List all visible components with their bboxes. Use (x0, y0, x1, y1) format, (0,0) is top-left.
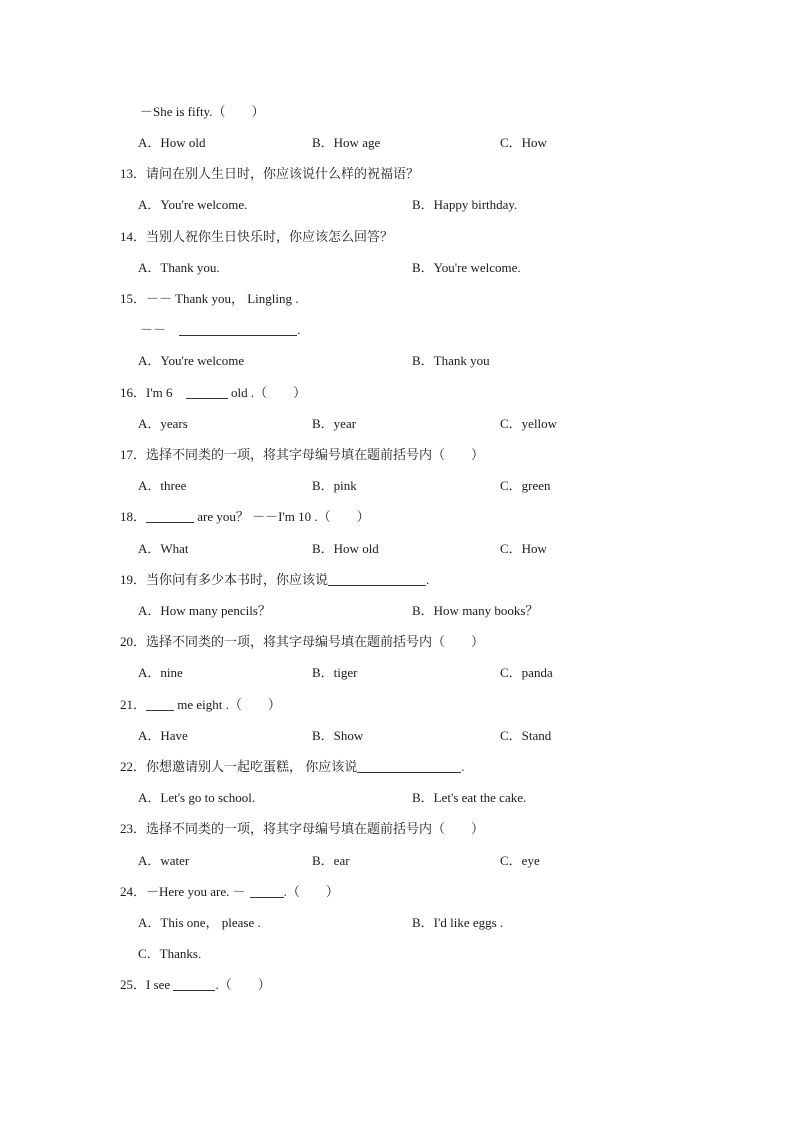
q25-answer-blank[interactable] (173, 976, 215, 991)
q24-option-c[interactable]: C．Thanks. (138, 946, 202, 961)
q20-options (0, 663, 794, 683)
q20-option-b[interactable]: B．tiger (312, 665, 358, 680)
q22-option-b[interactable]: B．Let's eat the cake. (412, 790, 527, 805)
q23-option-c[interactable]: C．eye (500, 853, 540, 868)
q16-suffix: old .（ ） (231, 385, 307, 400)
q12-option-c[interactable]: C．How (500, 135, 547, 150)
q18-option-b[interactable]: B．How old (312, 541, 379, 556)
q22-option-a[interactable]: A．Let's go to school. (138, 790, 256, 805)
q24-option-a[interactable]: A．This one， please . (138, 915, 261, 930)
q21-prefix: 21． (120, 697, 147, 712)
q25-prefix: 25．I see (120, 977, 171, 992)
q14-options (0, 258, 794, 278)
q14-option-b[interactable]: B．You're welcome. (412, 260, 521, 275)
q18-options (0, 539, 794, 559)
q20-option-c[interactable]: C．panda (500, 665, 553, 680)
q21-options (0, 726, 794, 746)
q15-option-b[interactable]: B．Thank you (412, 353, 490, 368)
q15-sub-suffix: . (297, 322, 301, 337)
q20-stem: 20．选择不同类的一项，将其字母编号填在题前括号内（ ） (120, 634, 485, 649)
q19-stem (120, 570, 429, 590)
q25-suffix: .（ ） (215, 977, 271, 992)
q16-option-b[interactable]: B．year (312, 416, 357, 431)
q17-option-c[interactable]: C．green (500, 478, 551, 493)
q12-option-b[interactable]: B．How age (312, 135, 381, 150)
q18-stem (120, 507, 370, 527)
q15-option-a[interactable]: A．You're welcome (138, 353, 245, 368)
q23-options (0, 851, 794, 871)
q19-option-a[interactable]: A．How many pencils？ (138, 603, 271, 618)
q13-stem: 13．请问在别人生日时，你应该说什么样的祝福语？ (120, 166, 420, 181)
q25-stem (120, 975, 271, 995)
q21-answer-blank[interactable] (146, 696, 174, 711)
q21-option-c[interactable]: C．Stand (500, 728, 552, 743)
q15-sub-prefix: －－ (140, 322, 167, 337)
q12-option-a[interactable]: A．How old (138, 135, 206, 150)
q17-option-a[interactable]: A．three (138, 478, 187, 493)
q13-option-b[interactable]: B．Happy birthday. (412, 197, 518, 212)
q17-options (0, 476, 794, 496)
q13-option-a[interactable]: A．You're welcome. (138, 197, 248, 212)
q12-stem: －She is fifty.（ ） (140, 104, 265, 119)
q18-suffix: are you？ －－I'm 10 .（ ） (197, 509, 370, 524)
q15-stem: 15．－－ Thank you， Lingling . (120, 291, 299, 306)
q12-options (0, 133, 794, 153)
q24-options-row2 (0, 944, 794, 964)
q16-answer-blank[interactable] (186, 384, 228, 399)
q14-option-a[interactable]: A．Thank you. (138, 260, 220, 275)
q22-options (0, 788, 794, 808)
q23-stem: 23．选择不同类的一项，将其字母编号填在题前括号内（ ） (120, 821, 485, 836)
q14-stem: 14．当别人祝你生日快乐时，你应该怎么回答？ (120, 229, 394, 244)
q18-prefix: 18． (120, 509, 147, 524)
q22-prefix: 22．你想邀请别人一起吃蛋糕， 你应该说 (120, 759, 358, 774)
q15-options (0, 351, 794, 371)
q23-option-b[interactable]: B．ear (312, 853, 350, 868)
q16-option-c[interactable]: C．yellow (500, 416, 558, 431)
q24-option-b[interactable]: B．I'd like eggs . (412, 915, 504, 930)
q15-sub-line (140, 320, 301, 340)
q19-options (0, 601, 794, 621)
q13-options (0, 195, 794, 215)
q23-option-a[interactable]: A．water (138, 853, 190, 868)
q21-option-a[interactable]: A．Have (138, 728, 188, 743)
q24-stem (120, 882, 339, 902)
q18-option-a[interactable]: A．What (138, 541, 189, 556)
q19-option-b[interactable]: B．How many books？ (412, 603, 539, 618)
q24-suffix: .（ ） (283, 884, 339, 899)
q19-suffix: . (426, 572, 430, 587)
q24-options (0, 913, 794, 933)
q17-option-b[interactable]: B．pink (312, 478, 357, 493)
q20-option-a[interactable]: A．nine (138, 665, 183, 680)
q16-option-a[interactable]: A．years (138, 416, 188, 431)
q21-option-b[interactable]: B．Show (312, 728, 364, 743)
q21-suffix: me eight .（ ） (177, 697, 281, 712)
q17-stem: 17．选择不同类的一项，将其字母编号填在题前括号内（ ） (120, 447, 485, 462)
q16-prefix: 16．I'm 6 (120, 385, 173, 400)
q19-prefix: 19．当你问有多少本书时，你应该说 (120, 572, 329, 587)
q21-stem (120, 695, 281, 715)
q22-suffix: . (461, 759, 465, 774)
q16-stem (120, 383, 306, 403)
q22-stem (120, 757, 465, 777)
q18-answer-blank[interactable] (146, 508, 194, 523)
q24-answer-blank[interactable] (250, 883, 284, 898)
q15-answer-blank[interactable] (179, 321, 297, 336)
q19-answer-blank[interactable] (328, 571, 426, 586)
q16-options (0, 414, 794, 434)
q24-prefix: 24．－Here you are. － (120, 884, 246, 899)
q22-answer-blank[interactable] (357, 758, 461, 773)
q18-option-c[interactable]: C．How (500, 541, 547, 556)
